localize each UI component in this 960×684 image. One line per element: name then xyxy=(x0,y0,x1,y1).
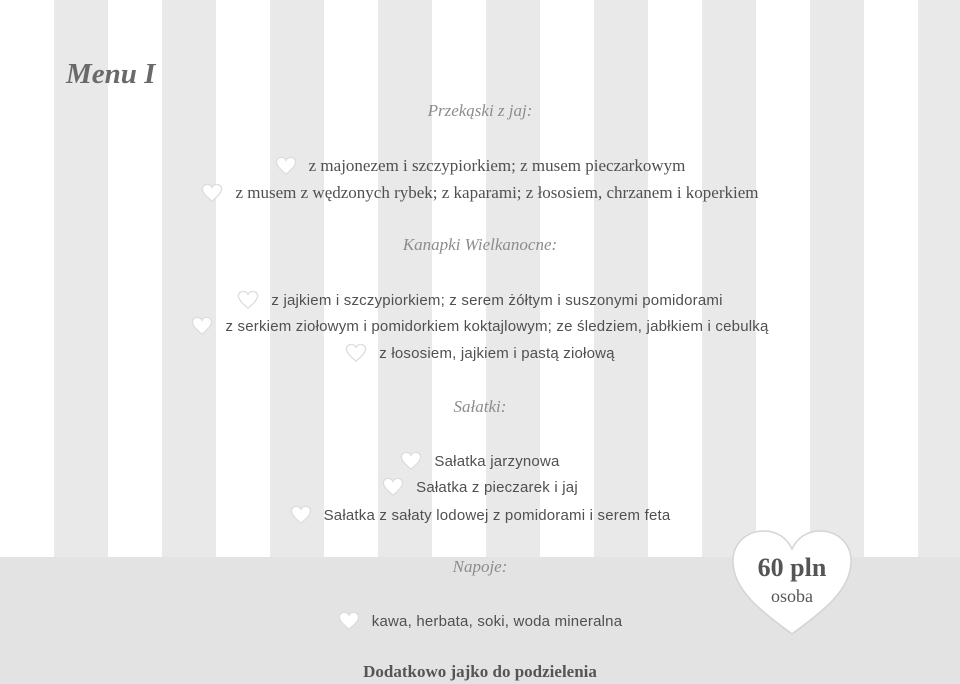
section-heading-przekaski: Przekąski z jaj: xyxy=(427,101,533,120)
heart-icon xyxy=(345,343,367,363)
menu-item-label: kawa, herbata, soki, woda mineralna xyxy=(371,612,623,630)
heart-icon xyxy=(730,528,854,638)
price-badge xyxy=(730,528,854,638)
menu-title: Menu I xyxy=(66,58,156,90)
menu-item xyxy=(0,451,960,475)
menu-item-label: Sałatka jarzynowa xyxy=(434,452,560,470)
menu-item-label: Sałatka z pieczarek i jaj xyxy=(416,478,578,496)
menu-item-label: z serkiem ziołowym i pomidorkiem koktajlowym; ze śledziem, jabłkiem i cebulką xyxy=(225,317,769,335)
heart-icon xyxy=(237,290,259,310)
menu-item-label: z łososiem, jajkiem i pastą ziołową xyxy=(379,344,615,362)
section-heading-kanapki: Kanapki Wielkanocne: xyxy=(402,235,558,254)
heart-icon xyxy=(382,477,404,497)
menu-item xyxy=(0,156,960,181)
menu-item-label: z jajkiem i szczypiorkiem; z serem żółtym i suszonymi pomidorami xyxy=(271,291,723,309)
heart-icon xyxy=(400,451,422,471)
menu-item xyxy=(0,343,960,367)
menu-item-label: z musem z wędzonych rybek; z kaparami; z łososiem, chrzanem i koperkiem xyxy=(235,183,759,202)
heart-icon xyxy=(191,316,213,336)
menu-item xyxy=(0,316,960,340)
heart-icon xyxy=(201,183,223,203)
heart-icon xyxy=(275,156,297,176)
menu-item xyxy=(0,477,960,501)
price-amount: 60 pln xyxy=(757,553,827,582)
menu-item xyxy=(0,505,960,529)
heart-icon xyxy=(338,611,360,631)
price-unit: osoba xyxy=(771,586,813,606)
menu-item xyxy=(0,290,960,314)
bottom-note: Dodatkowo jajko do podzielenia xyxy=(363,662,597,681)
menu-item-label: z majonezem i szczypiorkiem; z musem pieczarkowym xyxy=(308,156,686,175)
section-heading-salatki: Sałatki: xyxy=(453,397,507,416)
heart-icon xyxy=(290,505,312,525)
section-heading-napoje: Napoje: xyxy=(452,557,508,576)
menu-item xyxy=(0,183,960,208)
menu-item-label: Sałatka z sałaty lodowej z pomidorami i serem feta xyxy=(323,506,671,524)
